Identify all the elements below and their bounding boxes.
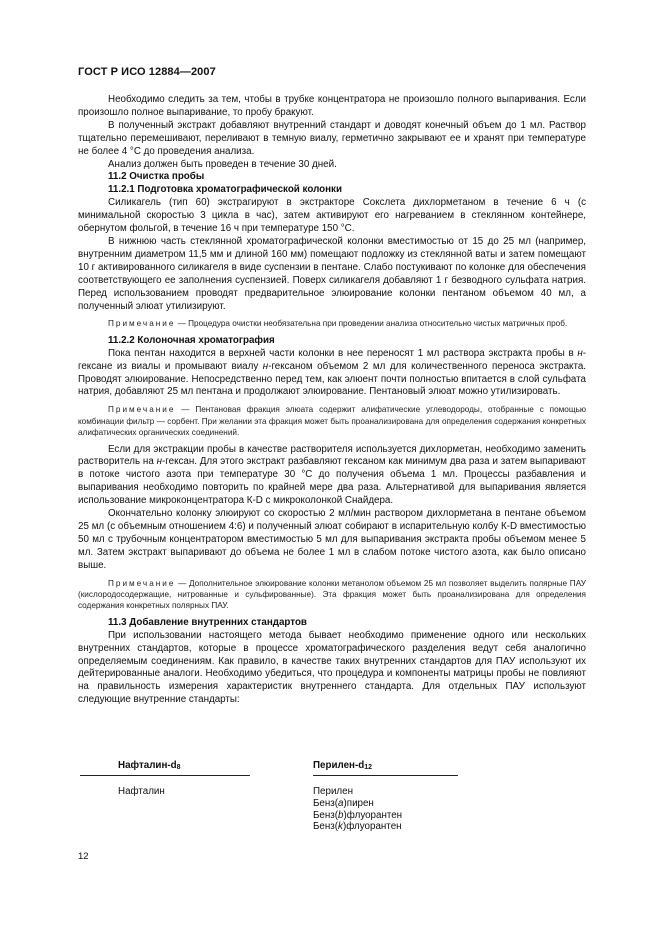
text-run: -гексаном объемом 2 мл для количественного переноса экстракта. Проводят элюирование. Непосредственно перед тем, как элюент почти полностью впитается в слой сульфата натрия, добавляют 25 мл пентана и продолжают элюирование. Пентановый элюат можно утилизировать.	[78, 360, 586, 398]
paragraph: Окончательно колонку элюируют со скоростью 2 мл/мин раствором дихлорметана в пентане объемом 25 мл (с объемным отношением 4:6) и полученный элюат собирают в испарительную колбу К-D вместимостью 50 мл с трубочным концентратором вместимостью 5 мл для выпаривания экстракта пробы объемом менее 5 мл. Затем экстракт выпаривают до объема не более 1 мл в слабом потоке чистого азота, как было описано выше.	[78, 508, 586, 571]
page-header: ГОСТ Р ИСО 12884—2007	[78, 66, 216, 78]
paragraph: В полученный экстракт добавляют внутренний стандарт и доводят конечный объем до 1 мл. Раствор тщательно перемешивают, переливают в темную виалу, герметично закрывают ее и хранят при температуре не более 4 °С до проведения анализа.	[78, 119, 586, 157]
italic-run: k	[338, 821, 343, 833]
heading-text: Перилен-d	[313, 760, 365, 771]
heading-subscript: 12	[364, 764, 373, 771]
text-run: Пока пентан находится в верхней части колонки в нее переносят 1 мл раствора экстракта пробы в	[108, 347, 578, 359]
list-item	[313, 821, 458, 833]
text-run: Если для экстракции пробы в качестве растворителя используется дихлорметан, необходимо заменить растворитель на	[78, 443, 586, 468]
text-run: Бенз(	[313, 797, 339, 809]
text-run: Перилен	[313, 786, 353, 797]
standard-column-heading	[80, 760, 250, 776]
text-run: )флуорантен	[342, 821, 402, 833]
note-text: — Процедура очистки необязательна при проведении анализа относительно чистых матричных проб.	[175, 319, 568, 329]
paragraph	[78, 348, 586, 400]
text-run: Бенз(	[313, 809, 339, 821]
italic-run: b	[338, 809, 344, 821]
text-run: -гексане из виалы и промывают виалу	[78, 347, 586, 372]
italic-run: н	[577, 347, 583, 359]
text-run: Бенз(	[313, 821, 339, 833]
note-text: — Пентановая фракция элюата содержит алифатические углеводороды, отобранные с помощью комбинации фильтр — сорбент. При желании эта фракция может быть проанализирована для определения содержания конкретных алифатических органических соединений.	[78, 405, 586, 438]
text-run: )пирен	[343, 797, 374, 809]
paragraph: Необходимо следить за тем, чтобы в трубке концентратора не произошло полного выпаривания. Если произошло полное выпаривание, то пробу бракуют.	[78, 94, 586, 118]
paragraph: При использовании настоящего метода бывает необходимо применение одного или нескольких внутренних стандартов, которые в процессе хроматографического разделения ведут себя аналогично определяемым соединениям. Как правило, в качестве таких внутренних стандартов для ПАУ используют их дейтерированные аналоги. Необходимо убедиться, что процедура и компоненты матрицы пробы не повлияют на правильность измерения характеристик внутреннего стандарта. Для отдельных ПАУ используют следующие внутренние стандарты:	[78, 629, 586, 706]
paragraph: Силикагель (тип 60) экстрагируют в экстракторе Сокслета дихлорметаном в течение 6 ч (с минимальной скоростью 3 цикла в час), затем активируют его нагреванием в стеклянном контейнере, обернутом фольгой, в течение 16 ч при температуре 150 °С.	[78, 197, 586, 235]
page-body	[78, 94, 586, 707]
italic-run: н	[262, 360, 269, 372]
heading-text: Нафталин-d	[118, 760, 177, 771]
note-label: Примечание	[108, 578, 176, 588]
section-heading: 11.3 Добавление внутренних стандартов	[108, 616, 307, 628]
paragraph	[78, 444, 586, 509]
italic-run: a	[338, 797, 344, 809]
standard-column-perylene	[313, 760, 458, 833]
paragraph: Анализ должен быть проведен в течение 30 дней.	[108, 158, 337, 170]
subsection-heading: 11.2.1 Подготовка хроматографической колонки	[108, 184, 342, 196]
italic-run: н	[156, 456, 163, 468]
note-label: Примечание	[108, 405, 176, 415]
paragraph: В нижнюю часть стеклянной хроматографической колонки вместимостью от 15 до 25 мл (например, внутренним диаметром 11,5 мм и длиной 160 мм) помещают подложку из стеклянной ваты и затем помещают 10 г активированного силикагеля в виде суспензии в пентане. Слабо постукивают по колонке для обеспечения соответствующего ее заполнения суспензией. Поверх силикагеля добавляют 1 г безводного сульфата натрия. Перед использованием проводят предварительное элюирование колонки пентаном объемом 40 мл, а полученный элюат утилизируют.	[78, 235, 586, 312]
page-number: 12	[78, 851, 89, 862]
note	[78, 318, 586, 329]
note-label: Примечание	[108, 319, 176, 329]
standard-items	[80, 786, 250, 798]
heading-subscript: 8	[176, 764, 181, 771]
text-run: -гексан. Для этого экстракт разбавляют гексаном как минимум два раза и затем выпаривают в потоке чистого азота при температуре 30 °С до получения объема 1 мл. Процессы разбавления и выпаривания необходимо повторить по крайней мере два раза. Альтернативой для выпаривания является использование микроконцентратора К-D с микроколонкой Снайдера.	[78, 456, 586, 507]
section-heading: 11.2 Очистка пробы	[108, 171, 205, 183]
list-item	[313, 810, 458, 822]
standard-column-naphthalene	[80, 760, 250, 798]
text-run: )флуорантен	[343, 809, 403, 821]
list-item	[313, 786, 458, 798]
list-item: Нафталин	[118, 786, 165, 797]
note-text: — Дополнительное элюирование колонки метанолом объемом 25 мл позволяет выделить полярные ПАУ (кислородосодержащие, нитрованные и сульфированные). Эта фракция может быть проанализирована для определения содержания конкретных полярных ПАУ.	[78, 578, 586, 611]
standard-items	[313, 786, 458, 833]
note	[78, 404, 586, 438]
list-item	[313, 798, 458, 810]
subsection-heading: 11.2.2 Колоночная хроматография	[108, 334, 275, 346]
note	[78, 578, 586, 612]
standard-column-heading	[313, 760, 458, 776]
